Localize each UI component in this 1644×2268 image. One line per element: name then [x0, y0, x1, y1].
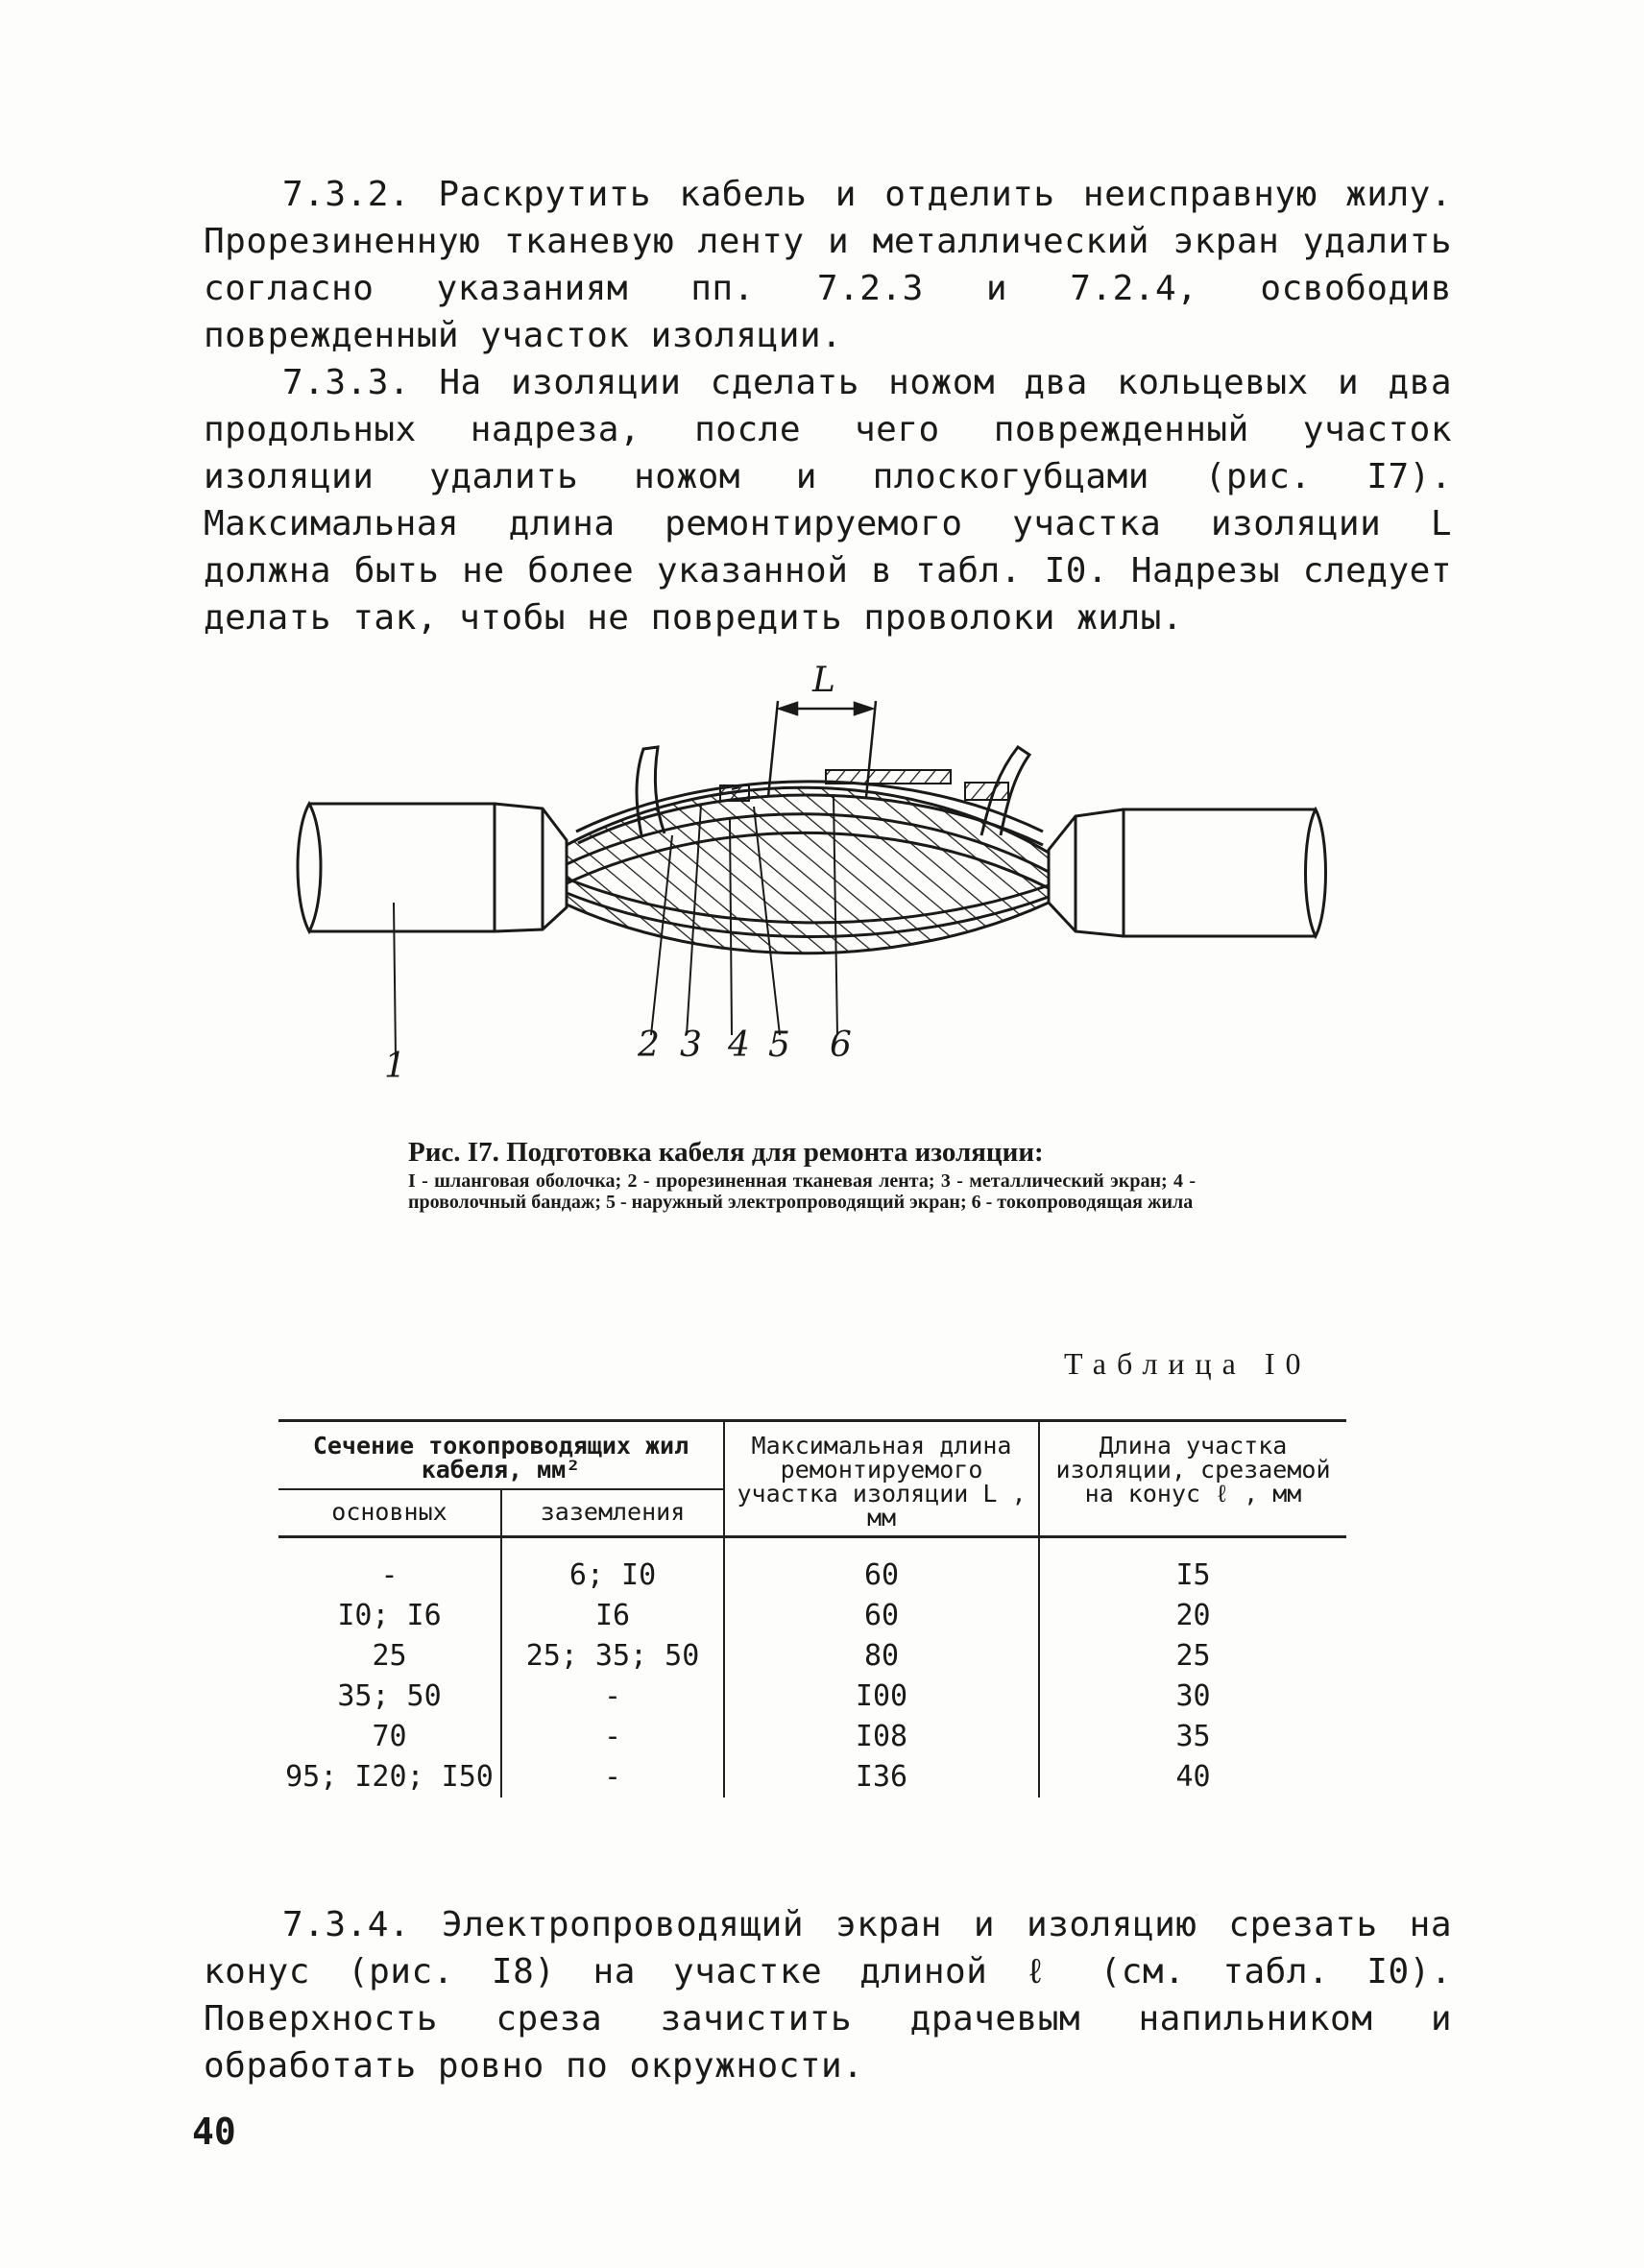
- header-earthing-cores: заземления: [501, 1489, 724, 1537]
- cell-earthing: 6; I0: [501, 1537, 724, 1597]
- callout-1: 1: [384, 1047, 406, 1086]
- cell-max-length: I36: [724, 1757, 1039, 1798]
- cell-main: 95; I20; I50: [285, 1760, 494, 1794]
- caption-title: Рис. I7. Подготовка кабеля для ремонта изоляции:: [408, 1137, 1044, 1168]
- paragraph-text: 7.3.4. Электропроводящий экран и изоляцию срезать на конус (рис. I8) на участке длиной ℓ (см. табл. I0). Поверхность среза зачистить драчевым напильником и обработать ровно по окружности.: [204, 1905, 1452, 2086]
- cell-cone-length: 35: [1039, 1717, 1346, 1757]
- cell-main: 35; 50: [337, 1679, 442, 1713]
- paragraph-7-3-3: [204, 359, 1452, 641]
- cable-diagram: [288, 663, 1460, 1104]
- cell-max-length: 60: [724, 1596, 1039, 1636]
- header-max-length: Максимальная длина ремонтируемого участка изоляции L , мм: [724, 1421, 1039, 1537]
- cell-main: I0; I6: [337, 1599, 442, 1632]
- cell-earthing: -: [501, 1757, 724, 1798]
- callout-5: 5: [768, 1025, 790, 1065]
- caption-legend: I - шланговая оболочка; 2 - прорезиненная тканевая лента; 3 - металлический экран; 4 - проволочный бандаж; 5 - наружный электропроводящий экран; 6 - токопроводящая жила: [408, 1170, 1196, 1213]
- callout-3: 3: [680, 1025, 702, 1065]
- table-row: [278, 1636, 1346, 1677]
- cell-earthing: -: [501, 1677, 724, 1717]
- insulation-layers: [567, 770, 1049, 953]
- paragraph-text: 7.3.3. На изоляции сделать ножом два кольцевых и два продольных надреза, после чего поврежденный участок изоляции удалить ножом и плоскогубцами (рис. I7). Максимальная длина ремонтируемого участка изоляции L должна быть не более указанной в табл. I0. Надрезы следует делать так, чтобы не повредить проволоки жилы.: [204, 363, 1452, 638]
- page-number: 40: [192, 2111, 236, 2153]
- figure-17-cable-preparation: [288, 663, 1460, 1104]
- header-main-cores: основных: [278, 1489, 501, 1537]
- header-cone-length: Длина участка изоляции, срезаемой на конус ℓ , мм: [1039, 1421, 1346, 1537]
- callout-4: 4: [728, 1025, 750, 1065]
- cell-max-length: 80: [724, 1636, 1039, 1677]
- cell-main: 25: [372, 1639, 407, 1673]
- table-10: [278, 1419, 1346, 1798]
- cell-main: -: [380, 1558, 399, 1592]
- table-row: [278, 1537, 1346, 1597]
- paragraph-7-3-4: [204, 1901, 1452, 2089]
- paragraph-7-3-2: [204, 171, 1452, 359]
- cell-cone-length: 25: [1039, 1636, 1346, 1677]
- cell-max-length: I00: [724, 1677, 1039, 1717]
- cell-cone-length: 40: [1039, 1757, 1346, 1798]
- paragraph-text: 7.3.2. Раскрутить кабель и отделить неисправную жилу. Прорезиненную тканевую ленту и металлический экран удалить согласно указаниям пп. 7.2.3 и 7.2.4, освободив поврежденный участок изоляции.: [204, 175, 1452, 355]
- right-cable-sheath: [1049, 809, 1326, 936]
- table-row: [278, 1717, 1346, 1757]
- figure-caption: [408, 1136, 1196, 1213]
- cell-max-length: 60: [724, 1537, 1039, 1597]
- table-row: [278, 1596, 1346, 1636]
- cell-cone-length: I5: [1039, 1537, 1346, 1597]
- dimension-label: L: [812, 663, 835, 700]
- cell-earthing: -: [501, 1717, 724, 1757]
- header-cross-section-group: Сечение токопроводящих жил кабеля, мм²: [312, 1432, 689, 1484]
- table-row: [278, 1757, 1346, 1798]
- callout-2: 2: [638, 1025, 660, 1065]
- cell-earthing: I6: [501, 1596, 724, 1636]
- table-label: Таблица I0: [1064, 1346, 1312, 1381]
- callout-6: 6: [830, 1025, 852, 1065]
- table-row: [278, 1677, 1346, 1717]
- cell-cone-length: 20: [1039, 1596, 1346, 1636]
- left-cable-sheath: [298, 804, 567, 931]
- cell-main: 70: [372, 1720, 407, 1753]
- cell-earthing: 25; 35; 50: [501, 1636, 724, 1677]
- cell-cone-length: 30: [1039, 1677, 1346, 1717]
- cell-max-length: I08: [724, 1717, 1039, 1757]
